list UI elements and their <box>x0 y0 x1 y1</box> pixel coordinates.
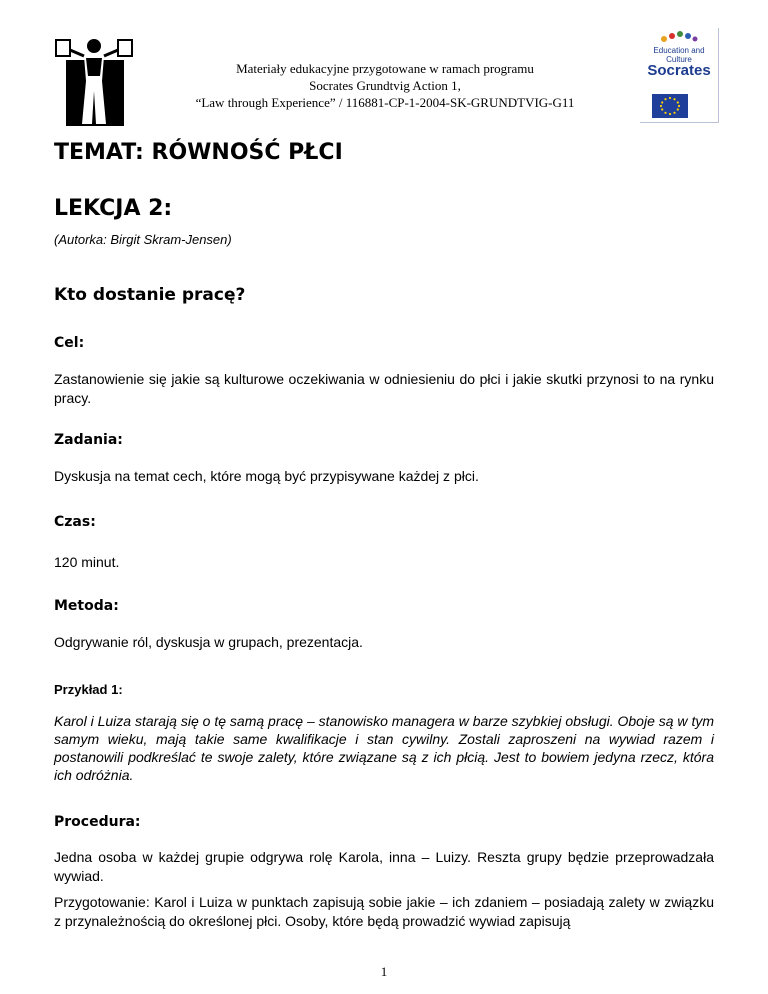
question-heading: Kto dostanie pracę? <box>54 285 246 305</box>
method-text: Odgrywanie ról, dyskusja w grupach, prezentacja. <box>54 634 363 650</box>
page-number: 1 <box>380 964 388 979</box>
socrates-brand-label: Socrates <box>647 62 711 79</box>
program-logo-left <box>54 36 134 128</box>
procedure-text-2: Przygotowanie: Karol i Luiza w punktach zapisują sobie jakie – ich zdaniem – posiadają zalety w związku z przynależnością do określonej płci. Osoby, które będą prowadzić wywiad zapisują <box>54 894 714 929</box>
tasks-text: Dyskusja na temat cech, które mogą być przypisywane każdej z płci. <box>54 468 479 484</box>
method-heading: Metoda: <box>54 598 119 614</box>
example-heading: Przykład 1: <box>54 682 123 697</box>
time-heading: Czas: <box>54 514 96 530</box>
goal-heading: Cel: <box>54 335 85 351</box>
education-culture-label: Education and Culture <box>653 46 705 64</box>
header-line-3: “Law through Experience” / 116881-CP-1-2004-SK-GRUNDTVIG-G11 <box>195 95 575 110</box>
education-swoosh-icon <box>658 30 698 44</box>
page-title: TEMAT: RÓWNOŚĆ PŁCI <box>54 140 343 165</box>
human-figure-icon <box>54 36 134 128</box>
procedure-heading: Procedura: <box>54 814 141 830</box>
socrates-logo <box>640 28 718 122</box>
header-line-2: Socrates Grundtvig Action 1, <box>309 78 461 93</box>
lesson-heading: LEKCJA 2: <box>54 196 173 221</box>
example-text: Karol i Luiza starają się o tę samą pracę – stanowisko managera w barze szybkiej obsługi. Oboje są w tym samym wieku, mają takie same kwalifikacje i stan cywilny. Zostali zaproszeni na wywiad razem i postanowili podkreślać te swoje zalety, które związane są z ich płcią. Jest to bowiem jedyna rzecz, która ich odróżnia. <box>54 713 714 783</box>
time-text: 120 minut. <box>54 554 120 570</box>
tasks-heading: Zadania: <box>54 432 123 448</box>
goal-text: Zastanowienie się jakie są kulturowe oczekiwania w odniesieniu do płci i jakie skutki przynosi to na rynku pracy. <box>54 371 714 406</box>
document-header <box>130 60 640 111</box>
eu-flag-icon <box>652 94 688 118</box>
procedure-text-1: Jedna osoba w każdej grupie odgrywa rolę Karola, inna – Luizy. Reszta grupy będzie przeprowadzała wywiad. <box>54 849 714 884</box>
header-line-1: Materiały edukacyjne przygotowane w ramach programu <box>236 61 534 76</box>
author-note: (Autorka: Birgit Skram-Jensen) <box>54 232 232 247</box>
